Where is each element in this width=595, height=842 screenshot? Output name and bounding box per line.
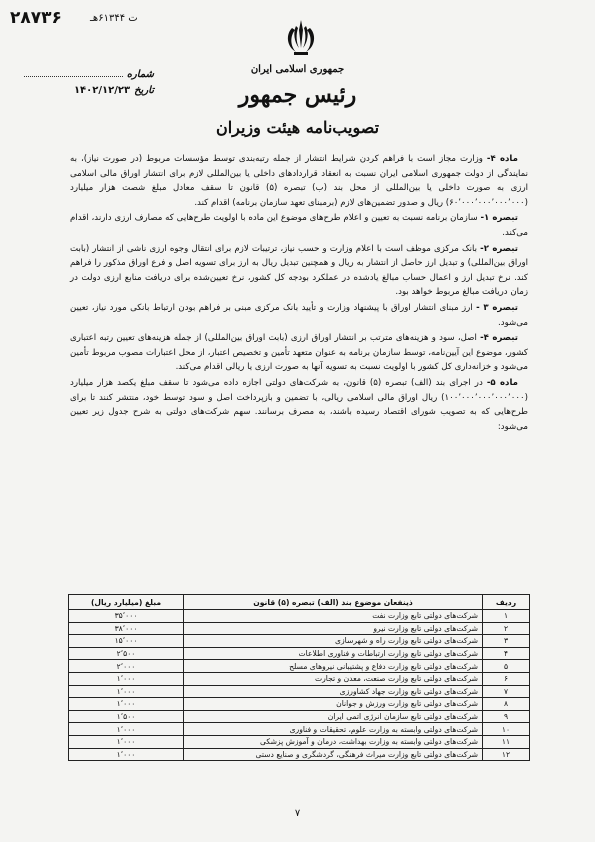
row-index: ۲ (483, 622, 530, 635)
paragraph-article-4 (70, 152, 528, 210)
row-amount: ۱٬۰۰۰ (69, 685, 184, 698)
row-beneficiary: شرکت‌های دولتی تابع وزارت ارتباطات و فناوری اطلاعات (184, 647, 483, 660)
paragraph-note-2 (70, 242, 528, 300)
paragraph-heading: تبصره ۳ - (476, 302, 518, 313)
date-value: ۱۴۰۲/۱۲/۲۳ (73, 85, 131, 96)
row-index: ۱۰ (483, 723, 530, 736)
row-beneficiary: شرکت‌های دولتی تابع وزارت نیرو (184, 622, 483, 635)
paragraph-heading: تبصره ۲- (480, 243, 518, 254)
row-index: ۱ (483, 610, 530, 623)
paragraph-text: بانک مرکزی موظف است با اعلام وزارت و حسب نیاز، ترتیبات لازم برای انتقال وجوه ارزی ناشی از انتشار (بابت اوراق بین‌المللی) و تبدیل ارز حاصل از انتشار به ریال و همچنین تبدیل ریال به ارز برای تسویه اصل و فرع اوراق مذکور را فراهم کند. نرخ تبدیل ارز و اعمال حساب مبالغ یادشده در عملکرد بودجه کل کشور، نرخ تعیین‌شده برای دریافت منابع ارزی دولت در زمان دریافت مبالغ مربوط خواهد بود. (70, 243, 528, 298)
reference-block (24, 67, 154, 99)
row-beneficiary: شرکت‌های دولتی وابسته به وزارت بهداشت، درمان و آموزش پزشکی (184, 735, 483, 748)
paragraph-heading: ماده ۴- (486, 154, 518, 164)
row-amount: ۱٬۰۰۰ (69, 748, 184, 761)
date-label: تاریخ (134, 85, 154, 96)
row-amount: ۲٬۰۰۰ (69, 660, 184, 673)
paragraph-note-4 (70, 331, 528, 375)
row-amount: ۲٬۵۰۰ (69, 647, 184, 660)
iran-emblem-icon (284, 18, 318, 60)
table-row (69, 685, 530, 698)
row-amount: ۱٬۰۰۰ (69, 723, 184, 736)
row-amount: ۱۵٬۰۰۰ (69, 635, 184, 648)
paragraph-heading: تبصره ۴- (480, 333, 518, 344)
row-beneficiary: شرکت‌های دولتی وابسته به وزارت علوم، تحقیقات و فناوری (184, 723, 483, 736)
row-beneficiary: شرکت‌های دولتی تابع وزارت نفت (184, 610, 483, 623)
table-row (69, 660, 530, 673)
row-beneficiary: شرکت‌های دولتی تابع سازمان انرژی اتمی ایران (184, 710, 483, 723)
registration-number: ۲۸۷۳۶ (10, 8, 62, 28)
row-beneficiary: شرکت‌های دولتی تابع وزارت ورزش و جوانان (184, 698, 483, 711)
paragraph-article-5 (70, 376, 528, 434)
row-index: ۳ (483, 635, 530, 648)
row-beneficiary: شرکت‌های دولتی تابع وزارت دفاع و پشتیبانی نیروهای مسلح (184, 660, 483, 673)
row-amount: ۱٬۰۰۰ (69, 735, 184, 748)
allocation-table (68, 594, 530, 761)
number-field (24, 67, 123, 77)
row-amount: ۱٬۵۰۰ (69, 710, 184, 723)
row-amount: ۳۸٬۰۰۰ (69, 622, 184, 635)
paragraph-text: ارز مبنای انتشار اوراق با پیشنهاد وزارت و تأیید بانک مرکزی مبنی بر فراهم بودن ارتباط بانکی مورد نیاز، تعیین می‌شود. (70, 302, 528, 328)
document-type-title: تصویب‌نامه هیئت وزیران (215, 118, 380, 137)
page-number: ۷ (294, 808, 301, 819)
paragraph-note-3 (70, 301, 528, 330)
table-row (69, 672, 530, 685)
table-row (69, 635, 530, 648)
row-amount: ۱٬۰۰۰ (69, 672, 184, 685)
row-beneficiary: شرکت‌های دولتی تابع وزارت صنعت، معدن و تجارت (184, 672, 483, 685)
number-label: شماره (126, 69, 154, 80)
row-index: ۹ (483, 710, 530, 723)
office-title: رئیس جمهور (238, 82, 357, 108)
date-row (24, 83, 154, 99)
number-row (24, 67, 154, 83)
table-row (69, 735, 530, 748)
paragraph-note-1 (70, 211, 528, 240)
paragraph-text: در اجرای بند (الف) تبصره (۵) قانون، به شرکت‌های دولتی اجازه داده می‌شود تا سقف مبلغ یکصد هزار میلیارد (۱۰۰٬۰۰۰٬۰۰۰٬۰۰۰٬۰۰۰) ریال اوراق مالی اسلامی ریالی، با تضمین و بازپرداخت اصل و سود توسط خود، منتشر کنند تا برای طرح‌هایی که به تصویب شورای اقتصاد رسیده باشند، به مصرف برسانند. سهم شرکت‌های دولتی به شرح جدول زیر تعیین می‌شود: (70, 377, 528, 432)
column-header-beneficiary: ذینفعان موضوع بند (الف) تبصره (۵) قانون (184, 595, 483, 610)
paragraph-text: سازمان برنامه نسبت به تعیین و اعلام طرح‌های موضوع این ماده با اولویت طرح‌هایی که مصارف ارزی دارند، اقدام می‌کند. (70, 213, 528, 238)
table-row (69, 610, 530, 623)
row-beneficiary: شرکت‌های دولتی تابع وزارت میراث فرهنگی، گردشگری و صنایع دستی (184, 748, 483, 761)
table-row (69, 710, 530, 723)
row-index: ۷ (483, 685, 530, 698)
paragraph-text: اصل، سود و هزینه‌های مترتب بر انتشار اوراق ارزی (بابت اوراق بین‌المللی) از جمله هزینه‌های تعیین رتبه اعتباری کشور، موضوع این آیین‌نامه، توسط سازمان برنامه به عنوان متعهد تأمین و تخصیص اعتبار، از محل اعتبارات مصوب مربوط تأمین می‌شود و خزانه‌داری کل کشور با اولویت نسبت به تسویه آنها به صورت ارزی یا ریالی اقدام می‌کند. (70, 333, 528, 373)
table-header-row (69, 595, 530, 610)
document-body (70, 152, 528, 435)
paragraph-text: وزارت مجاز است با فراهم کردن شرایط انتشار از جمله رتبه‌بندی توسط مؤسسات مربوط (در صورت نیاز)، به نمایندگی از دولت جمهوری اسلامی ایران نسبت به انعقاد قراردادهای داخلی یا بین‌المللی لازم برای انتشار اوراق مالی اسلامی ارزی به صورت داخلی یا بین‌المللی از محل بند (ب) تبصره (۵) قانون تا سقف معادل مبلغ شصت هزار میلیارد (۶۰٬۰۰۰٬۰۰۰٬۰۰۰٬۰۰۰) ریال و صدور تضمین‌های لازم (برمبنای تعهد سازمان برنامه) اقدام کند. (70, 154, 528, 208)
table-body (69, 610, 530, 761)
row-index: ۴ (483, 647, 530, 660)
table-row (69, 647, 530, 660)
paragraph-heading: تبصره ۱- (480, 213, 518, 224)
table-row (69, 748, 530, 761)
row-beneficiary: شرکت‌های دولتی تابع وزارت راه و شهرسازی (184, 635, 483, 648)
table-row (69, 723, 530, 736)
table-row (69, 698, 530, 711)
row-index: ۶ (483, 672, 530, 685)
row-index: ۱۲ (483, 748, 530, 761)
paragraph-heading: ماده ۵- (486, 377, 518, 388)
row-index: ۱۱ (483, 735, 530, 748)
column-header-index: ردیف (483, 595, 530, 610)
row-index: ۵ (483, 660, 530, 673)
column-header-amount: مبلغ (میلیارد ریال) (69, 595, 184, 610)
row-amount: ۳۵٬۰۰۰ (69, 610, 184, 623)
country-name: جمهوری اسلامی ایران (250, 64, 345, 75)
table-row (69, 622, 530, 635)
row-beneficiary: شرکت‌های دولتی تابع وزارت جهاد کشاورزی (184, 685, 483, 698)
reference-code: ت ۶۱۳۴۴هـ (90, 13, 138, 24)
row-index: ۸ (483, 698, 530, 711)
row-amount: ۱٬۰۰۰ (69, 698, 184, 711)
